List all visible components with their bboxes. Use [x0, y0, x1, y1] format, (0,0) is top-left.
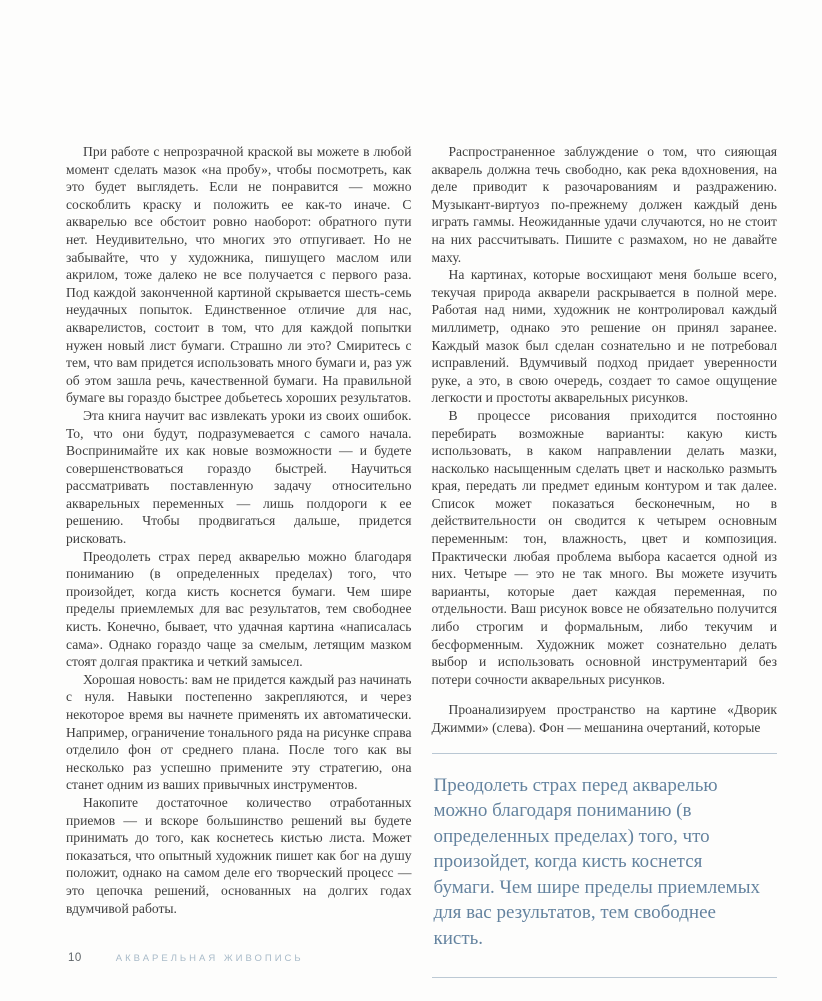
paragraph: Проанализируем пространство на картине «Дворик Джимми» (слева). Фон — мешанина очертаний, которые	[431, 702, 777, 735]
running-title: АКВАРЕЛЬНАЯ ЖИВОПИСЬ	[115, 953, 304, 964]
paragraph: В процессе рисования приходится постоянно перебирать возможные варианты: какую кисть использовать, в каком направлении делать мазки, насколько насыщенным сделать цвет и насколько размыть края, передать ли предмет единым контуром и так далее. Список может показаться бесконечным, но в действительности он сводится к четырем основным переменным: тон, влажность, цвет и композиция. Практически любая проблема выбора касается одной из них. Четыре — это не так много. Вы можете изучить варианты, которые дает каждая переменная, по отдельности. Ваш рисунок вовсе не обязательно получится либо строгим и формальным, либо текучим и бесформенным. Художник может сознательно делать выбор и использовать основной инструментарий без потери сочности акварельных рисунков.	[431, 407, 777, 687]
paragraph: Распространенное заблуждение о том, что сияющая акварель должна течь свободно, как река вдохновения, на деле приводит к разочарованиям и раздражению. Музыкант-виртуоз по-прежнему должен каждый день играть гаммы. Неожиданные удачи случаются, но не стоит на них рассчитывать. Пишите с размахом, но не давайте маху.	[431, 144, 777, 265]
left-column	[66, 143, 412, 978]
text-columns	[66, 143, 777, 978]
paragraph: Эта книга научит вас извлекать уроки из своих ошибок. То, что они будут, подразумевается с самого начала. Воспринимайте их как новые возможности — и будете совершенствоваться гораздо быстрей. Научиться рассматривать поставленную задачу относительно акварельных переменных — лишь полдороги к ее решению. Чтобы продвигаться дальше, придется рисковать.	[66, 407, 412, 547]
page-footer	[68, 952, 304, 964]
pull-quote	[432, 753, 778, 979]
paragraph: Преодолеть страх перед акварелью можно благодаря пониманию (в определенных пределах) того, что произойдет, когда кисть коснется бумаги. Чем шире пределы приемлемых для вас результатов, тем свободнее кисть. Конечно, бывает, что удачная картина «написалась сама». Однако гораздо чаще за смелым, летящим мазком стоят долгая практика и четкий замысел.	[66, 548, 412, 670]
page-number: 10	[68, 952, 82, 964]
right-column	[432, 143, 778, 978]
paragraph: На картинах, которые восхищают меня больше всего, текучая природа акварели раскрывается в полной мере. Работая над ними, художник не контролировал каждый миллиметр, однако это решение он принял заранее. Каждый мазок был сделан сознательно и не потребовал исправлений. Вдумчивый подход придает уверенности руке, а это, в свою очередь, создает то самое ощущение легкости и простоты акварельных рисунков.	[431, 267, 777, 406]
paragraph: Хорошая новость: вам не придется каждый раз начинать с нуля. Навыки постепенно закрепляются, и через некоторое время вы начнете применять их автоматически. Например, ограничение тонального ряда на рисунке справа отделило фон от среднего плана. После того как вы несколько раз успешно примените эту стратегию, она станет одним из ваших привычных инструментов.	[66, 671, 412, 793]
pull-quote-text: Преодолеть страх перед акварелью можно благодаря пониманию (в определенных пределах) того, что произойдет, когда кисть коснется бумаги. Чем шире пределы приемлемых для вас результатов, тем свободнее кисть.	[433, 774, 760, 949]
paragraph: При работе с непрозрачной краской вы можете в любой момент сделать мазок «на пробу», чтобы посмотреть, как это будет выглядеть. Если не понравится — можно соскоблить краску и положить ее как-то иначе. С акварелью все обстоит ровно наоборот: обратного пути нет. Неудивительно, что многих это отпугивает. Но не забывайте, что у художника, пишущего маслом или акрилом, тоже далеко не все получается с первого раза. Под каждой законченной картиной скрывается шесть-семь неудачных попыток. Единственное отличие для нас, акварелистов, состоит в том, что для каждой попытки нужен новый лист бумаги. Страшно ли это? Смиритесь с тем, что вам придется использовать много бумаги и, раз уж об этом зашла речь, качественной бумаги. На правильной бумаге вы гораздо быстрее добьетесь хороших результатов.	[66, 144, 412, 406]
paragraph: Накопите достаточное количество отработанных приемов — и вскоре большинство решений вы будете принимать до того, как коснетесь кистью листа. Может показаться, что опытный художник пишет как бог на душу положит, однако на самом деле его творческий процесс — это цепочка решений, основанных на долгих годах вдумчивой работы.	[66, 794, 412, 916]
